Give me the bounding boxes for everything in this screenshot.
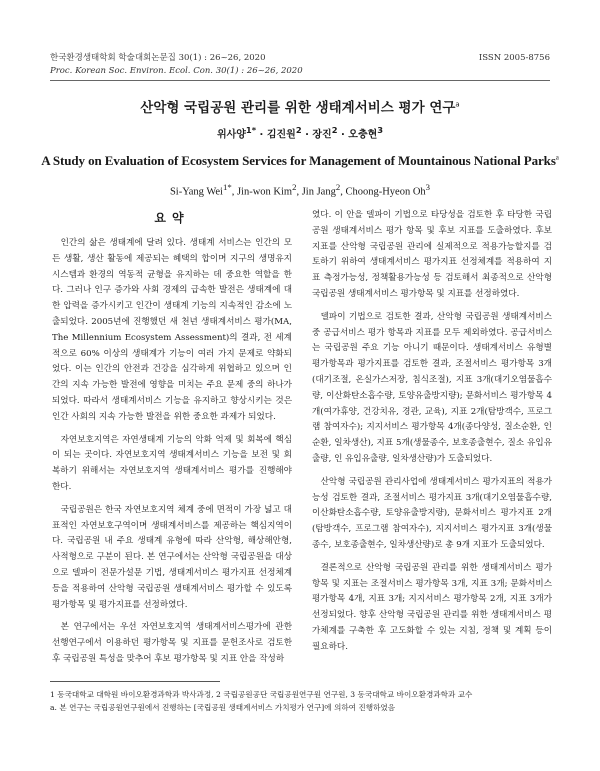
abstract-paragraph: 였다. 이 안을 델파이 기법으로 타당성을 검토한 후 타당한 국립공원 생태계서비스 평가 항목 및 후보 지표를 도출하였다. 후보지표를 산악형 국립공원 관리에 실제적으로 적용가능할지를 검토하기 위하여 생태계서비스 평가지표 선정체계를 적용하여 지표 측정가능성, 정책활용가능성 등 검토해서 최종적으로 산악형 국립공원 생태계서비스 평가항목 및 지표를 선정하였다.: [312, 210, 552, 299]
author-affiliation-mark: 1*: [245, 125, 257, 135]
author-affiliation-mark: 3: [377, 125, 384, 135]
title-ko-text: 산악형 국립공원 관리를 위한 생태계서비스 평가 연구: [140, 100, 456, 116]
abstract-paragraph: 자연보호지역은 자연생태계 기능의 악화 억제 및 회복에 핵심이 되는 곳이다. 자연보호지역 생태계서비스 기능을 보전 및 회복하기 위해서는 자연보호지역 생태계서비스 평가를 진행해야 한다.: [52, 434, 292, 492]
abstract-right-column: [312, 208, 552, 663]
author-name: 위사양: [216, 129, 246, 141]
title-en-footnote-mark: a: [555, 153, 559, 162]
paper-title-ko: [50, 96, 550, 116]
abstract-paragraph: 델파이 기법으로 검토한 결과, 산악형 국립공원 생태계서비스 중 공급서비스 평가 항목과 지표를 모두 제외하였다. 공급서비스는 국립공원 주요 기능 아니기 때문이다. 생태계서비스 유형별 평가항목과 평가지표를 검토한 결과, 조절서비스 평가항목 3개(대기조절, 온실가스저장, 침식조절), 지표 3개(대기오염물흡수량, 이산화탄소흡수량, 토양유출방지량); 문화서비스 평가항목 4개(여가휴양, 건강치유, 경관, 교육), 지표 2개(탐방객수, 프로그램 참여자수); 지지서비스 평가항목 4개(종다양성, 질소순환, 인 순환, 일차생산), 지표 5개(생물종수, 보호종출현수, 질소 유입유출량, 인 유입유출량, 일차생산량)가 도출되었다.: [312, 311, 552, 464]
journal-citation-en: Proc. Korean Soc. Environ. Ecol. Con. 30(1) : 26~26, 2020: [50, 66, 303, 76]
author-affiliation-mark: 2: [331, 125, 338, 135]
author-list-ko: [50, 125, 550, 140]
author-separator: ·: [301, 129, 313, 141]
author-affiliation-mark: 2: [292, 182, 297, 192]
footnotes: [50, 688, 550, 714]
author-separator: ,: [340, 186, 346, 198]
header-divider: [50, 80, 550, 81]
author-name: 장진: [312, 129, 332, 141]
abstract-paragraph: 인간의 삶은 생태계에 달려 있다. 생태계 서비스는 인간의 모든 생활, 생산 활동에 제공되는 혜택의 합이며 지구의 생명유지 시스템과 환경의 역동적 균형을 유지하는 데 중요한 역할을 한다. 그러나 인구 증가와 사회 경제의 급속한 발전은 생태계에 대한 압력을 증가시키고 인간이 생태계 기능의 지속적인 감소에 노출되었다. 2005년에 진행했던 새 천년 생태계서비스 평가(MA, The Millennium Ecosystem Assessment)의 결과, 전 세계적으로 60% 이상의 생태계가 기능이 여러 가지 문제로 약화되었다. 이는 인간의 안전과 건강을 심각하게 위협하고 있으며 인간의 지속 가능한 발전에 영향을 미치는 주요 문제 중의 하나가 되었다. 따라서 생태계서비스 기능을 유지하고 향상시키는 것은 인간 사회의 지속 가능한 발전을 위한 중요한 과제가 되었다.: [52, 238, 292, 422]
author-separator: ,: [231, 186, 237, 198]
paper-title-en: [30, 153, 570, 169]
journal-citation-ko: 한국환경생태학회 학술대회논문집 30(1) : 26~26, 2020: [50, 53, 266, 63]
author-name: 김진원: [266, 129, 296, 141]
abstract-paragraph: 국립공원은 한국 자연보호지역 체계 중에 면적이 가장 넓고 대표적인 자연보호구역이며 생태계서비스를 제공하는 핵심지역이다. 국립공원 내 주요 생태계 유형에 따라 산악형, 해상해안형, 사적형으로 구분이 된다. 본 연구에서는 산악형 국립공원을 대상으로 델파이 전문가설문 기법, 생태계서비스 평가지표 선정체계 등을 적용하여 산악형 국립공원 생태계서비스 평가할 수 있도록 평가항목 및 평가지표를 선정하였다.: [52, 504, 292, 610]
issn: ISSN 2005-8756: [478, 53, 550, 63]
author-name: Choong-Hyeon Oh: [345, 186, 426, 198]
abstract-paragraph: 본 연구에서는 우선 자연보호지역 생태계서비스평가에 관한 선행연구에서 이용하던 평가항목 및 지표를 문헌조사로 검토한 후 국립공원 특성을 맞추어 후보 평가항목 및 지표 안을 작성하: [52, 622, 292, 664]
author-separator: ·: [256, 129, 267, 141]
title-ko-footnote-mark: a: [455, 100, 460, 109]
author-name: Si-Yang Wei: [169, 186, 223, 198]
abstract-left-column: [52, 210, 292, 675]
author-name: 오충현: [348, 129, 378, 141]
author-affiliation-mark: 3: [425, 182, 431, 192]
author-affiliation-mark: 2: [295, 125, 302, 135]
abstract-heading: 요약: [154, 211, 190, 225]
abstract-paragraph: 결론적으로 산악형 국립공원 관리를 위한 생태계서비스 평가항목 및 지표는 조절서비스 평가항목 3개, 지표 3개; 문화서비스 평가항목 4개, 지표 3개; 지지서비스 평가항목 2개, 지표 3개가 선정되었다. 향후 산악형 국립공원 관리를 위한 생태계서비스 평가체계를 구축한 후 고도화할 수 있는 지침, 정책 및 계획 등이 필요하다.: [312, 562, 552, 652]
footnote-affiliations: 1 동국대학교 대학원 바이오환경과학과 박사과정, 2 국립공원공단 국립공원연구원 연구원, 3 동국대학교 바이오환경과학과 교수: [50, 690, 473, 699]
author-separator: ·: [337, 129, 349, 141]
footnote-divider: [50, 681, 220, 682]
author-affiliation-mark: 2: [335, 182, 341, 192]
author-separator: ,: [296, 186, 302, 198]
abstract-paragraph: 산악형 국립공원 관리사업에 생태계서비스 평가지표의 적용가능성 검토한 결과, 조절서비스 평가지표 3개(대기오염물흡수량, 이산화탄소흡수량, 토양유출방지량), 문화서비스 평가지표 2개(탐방객수, 프로그램 참여자수), 지지서비스 평가지표 3개(생물종수, 보호종출현수, 일차생산량)로 총 9개 지표가 도출되었다.: [312, 476, 552, 550]
title-en-text: A Study on Evaluation of Ecosystem Services for Management of Mountainous National Parks: [41, 153, 556, 168]
journal-header: [50, 52, 550, 78]
footnote-funding: a. 본 연구는 국립공원연구원에서 진행하는 [국립공원 생태계서비스 가치평가 연구]에 의하여 진행하였음: [50, 703, 396, 712]
author-name: Jin Jang: [301, 186, 336, 198]
author-name: Jin-won Kim: [236, 186, 293, 198]
author-affiliation-mark: 1*: [222, 182, 232, 192]
author-list-en: [50, 182, 550, 198]
